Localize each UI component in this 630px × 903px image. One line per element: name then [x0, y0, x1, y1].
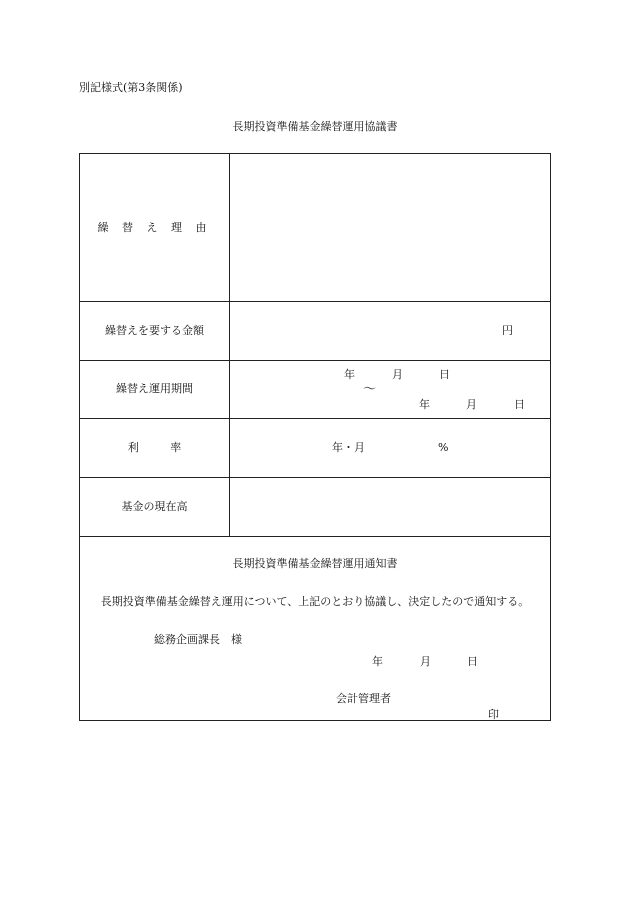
notice-date-year: 年: [372, 655, 383, 668]
form-reference: 別記様式(第3条関係): [79, 81, 183, 94]
page-title: 長期投資準備基金繰替運用協議書: [232, 120, 398, 133]
period-end-month: 月: [466, 398, 477, 411]
balance-field[interactable]: [230, 478, 550, 536]
period-field[interactable]: [230, 361, 550, 418]
reason-field[interactable]: [230, 154, 550, 301]
period-start-day: 日: [439, 368, 450, 381]
notice-addressee: 総務企画課長 様: [154, 633, 242, 646]
notice-title: 長期投資準備基金繰替運用通知書: [232, 557, 398, 570]
notice-sender: 会計管理者: [336, 692, 391, 705]
period-tilde: ～: [363, 382, 377, 397]
balance-label: 基金の現在高: [121, 500, 188, 513]
rate-unit: %: [438, 441, 449, 454]
row-divider: [80, 536, 550, 537]
rate-per: 年・月: [332, 441, 365, 454]
period-end-year: 年: [419, 398, 430, 411]
period-end-day: 日: [514, 398, 525, 411]
reason-label: 繰 替 え 理 由: [97, 221, 212, 234]
notice-date-day: 日: [467, 655, 478, 668]
rate-field[interactable]: [230, 419, 550, 477]
notice-body: 長期投資準備基金繰替え運用について、上記のとおり協議し、決定したので通知する。: [100, 595, 530, 608]
notice-seal: 印: [488, 708, 499, 721]
period-label: 繰替え運用期間: [116, 382, 193, 395]
amount-label: 繰替えを要する金額: [105, 324, 204, 337]
period-start-month: 月: [392, 368, 403, 381]
notice-date-month: 月: [420, 655, 431, 668]
amount-unit: 円: [502, 324, 513, 337]
period-start-year: 年: [344, 368, 355, 381]
rate-label: 利 率: [127, 441, 182, 454]
form-table: [79, 153, 551, 721]
